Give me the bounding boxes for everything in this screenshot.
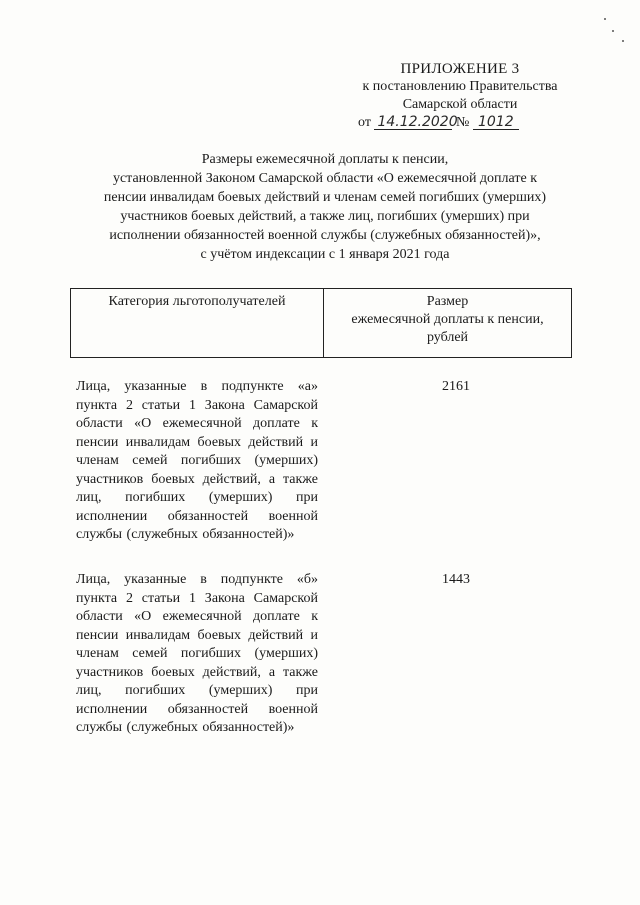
amount-header-line: Размер [426, 294, 469, 309]
amount-header-line: рублей [426, 330, 469, 345]
scan-speck [612, 30, 614, 32]
heading-line: с учётом индексации с 1 января 2021 года [200, 247, 450, 262]
date-prefix: от [358, 115, 371, 130]
row-category: Лица, указанные в подпункте «а» пункта 2 статьи 1 Закона Самарской области «О ежемесячной доплате к пенсии инвалидам боевых действий и членам семей погибших (умерших) участников боевых действий, а также лиц, погибших (умерших) при исполнении обязанностей военной службы (служебных обязанностей)» [76, 379, 318, 542]
table-row [76, 378, 576, 545]
handwritten-number: 1012 [473, 115, 519, 130]
handwritten-date: 14.12.2020 [374, 115, 452, 130]
amount-column-header [324, 289, 571, 357]
appendix-line-2: Самарской области [402, 97, 518, 112]
heading-line: установленной Законом Самарской области «О ежемесячной доплате к [112, 171, 538, 186]
scan-speck [604, 18, 606, 20]
heading-line: Размеры ежемесячной доплаты к пенсии, [201, 152, 449, 167]
document-heading [70, 150, 580, 264]
appendix-title: ПРИЛОЖЕНИЕ 3 [400, 61, 520, 77]
category-column-header: Категория льготополучателей [71, 289, 324, 357]
amount-header-line: ежемесячной доплаты к пенсии, [351, 312, 544, 327]
number-prefix: № [455, 115, 470, 130]
appendix-date-line [340, 114, 580, 132]
scan-speck [622, 40, 624, 42]
heading-line: пенсии инвалидам боевых действий и членам семей погибших (умерших) [103, 190, 547, 205]
row-amount: 2161 [442, 379, 470, 394]
appendix-block [340, 60, 580, 132]
row-amount: 1443 [442, 572, 470, 587]
heading-line: участников боевых действий, а также лиц, погибших (умерших) при [120, 209, 530, 224]
table-header [70, 288, 572, 358]
heading-line: исполнении обязанностей военной службы (служебных обязанностей)», [109, 228, 541, 243]
appendix-line-1: к постановлению Правительства [362, 79, 558, 94]
table-row [76, 571, 576, 738]
row-category: Лица, указанные в подпункте «б» пункта 2 статьи 1 Закона Самарской области «О ежемесячной доплате к пенсии инвалидам боевых действий и членам семей погибших (умерших) участников боевых действий, а также лиц, погибших (умерших) при исполнении обязанностей военной службы (служебных обязанностей)» [76, 572, 318, 735]
